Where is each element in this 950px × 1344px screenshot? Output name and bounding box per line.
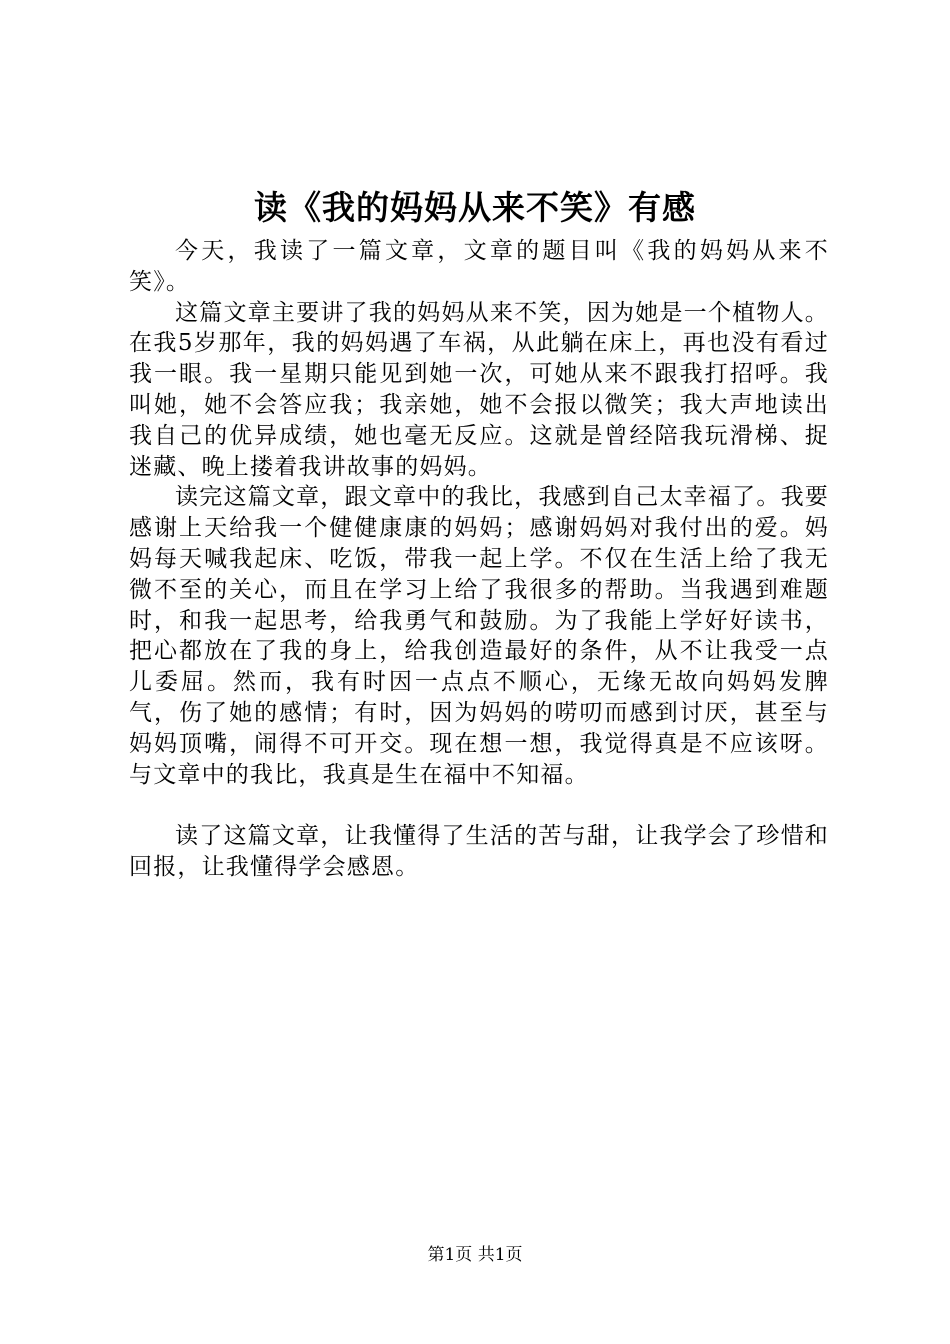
paragraph-4: 读了这篇文章，让我懂得了生活的苦与甜，让我学会了珍惜和回报，让我懂得学会感恩。	[129, 823, 829, 880]
page-number-footer: 第1页 共1页	[427, 1245, 523, 1265]
paragraph-3: 读完这篇文章，跟文章中的我比，我感到自己太幸福了。我要感谢上天给我一个健健康康的妈妈；感谢妈妈对我付出的爱。妈妈每天喊我起床、吃饭，带我一起上学。不仅在生活上给了我无微不至的关心，而且在学习上给了我很多的帮助。当我遇到难题时，和我一起思考，给我勇气和鼓励。为了我能上学好好读书，把心都放在了我的身上，给我创造最好的条件，从不让我受一点儿委屈。然而，我有时因一点点不顺心，无缘无故向妈妈发脾气，伤了她的感情；有时，因为妈妈的唠叨而感到讨厌，甚至与妈妈顶嘴，闹得不可开交。现在想一想，我觉得真是不应该呀。与文章中的我比，我真是生在福中不知福。	[129, 484, 829, 788]
document-title: 读《我的妈妈从来不笑》有感	[254, 188, 696, 227]
document-body	[129, 236, 829, 883]
paragraph-2: 这篇文章主要讲了我的妈妈从来不笑，因为她是一个植物人。在我5岁那年，我的妈妈遇了车祸，从此躺在床上，再也没有看过我一眼。我一星期只能见到她一次，可她从来不跟我打招呼。我叫她，她不会答应我；我亲她，她不会报以微笑；我大声地读出我自己的优异成绩，她也毫无反应。这就是曾经陪我玩滑梯、捉迷藏、晚上搂着我讲故事的妈妈。	[129, 299, 829, 480]
paragraph-1: 今天，我读了一篇文章，文章的题目叫《我的妈妈从来不笑》。	[129, 238, 829, 295]
